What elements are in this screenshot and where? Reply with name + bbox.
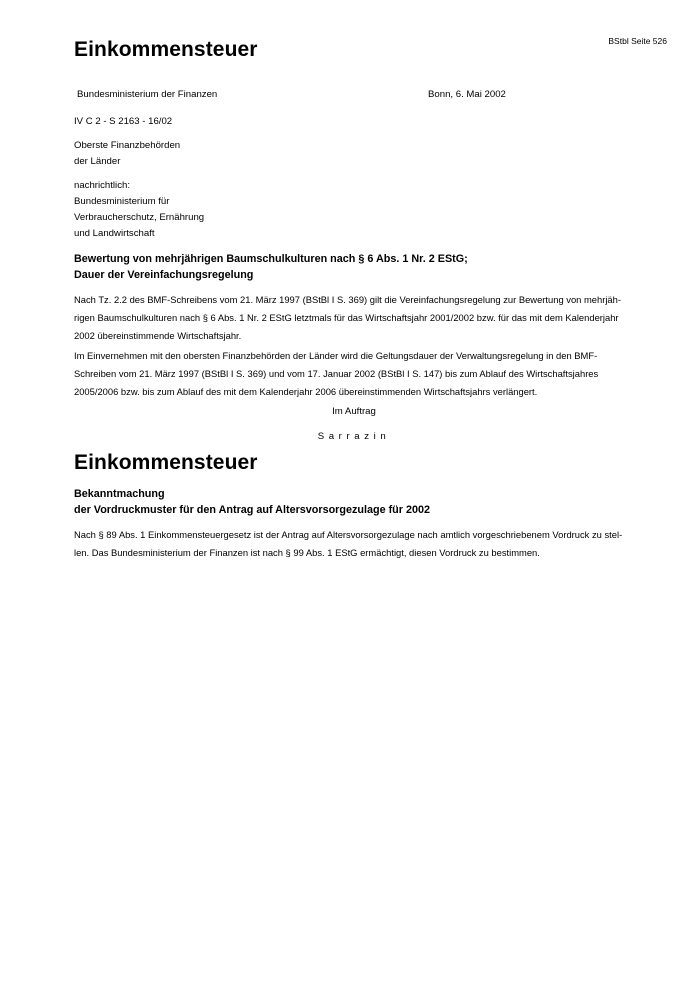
- cc-line: Verbraucherschutz, Ernährung: [74, 212, 205, 223]
- recipient-line: Oberste Finanzbehörden: [74, 140, 181, 151]
- subject-line: Bekanntmachung: [74, 488, 165, 500]
- paragraph-line: rigen Baumschulkulturen nach § 6 Abs. 1 Nr. 2 EStG letztmals für das Wirtschaftsjahr 2001/2002 bzw. für das mit dem Kalenderjahr: [74, 312, 619, 323]
- subject-line: Dauer der Vereinfachungsregelung: [74, 269, 254, 281]
- paragraph-line: Nach § 89 Abs. 1 Einkommensteuergesetz ist der Antrag auf Altersvorsorgezulage nach amtlich vorgeschriebenem Vordruck zu stel-: [74, 529, 623, 540]
- paragraph-line: len. Das Bundesministerium der Finanzen ist nach § 99 Abs. 1 EStG ermächtigt, diesen Vordruck zu bestimmen.: [74, 547, 540, 558]
- place-date: Bonn, 6. Mai 2002: [428, 89, 506, 100]
- body-paragraph: [74, 347, 634, 401]
- cc-recipients: [74, 178, 204, 242]
- paragraph-line: Nach Tz. 2.2 des BMF-Schreibens vom 21. März 1997 (BStBl I S. 369) gilt die Vereinfachungsregelung zur Bewertung von mehrjäh-: [74, 294, 621, 305]
- section-heading: Einkommensteuer: [74, 451, 258, 474]
- cc-line: und Landwirtschaft: [74, 228, 155, 239]
- paragraph-line: Im Einvernehmen mit den obersten Finanzbehörden der Länder wird die Geltungsdauer der Verwaltungsregelung in den BMF-: [74, 350, 598, 361]
- recipient-line: der Länder: [74, 156, 121, 167]
- signature: Sarrazin: [317, 431, 391, 442]
- paragraph-line: Schreiben vom 21. März 1997 (BStBl I S. 369) und vom 17. Januar 2002 (BStBl I S. 147) bis zum Ablauf des Wirtschaftsjahres: [74, 368, 599, 379]
- reference-number: IV C 2 - S 2163 - 16/02: [74, 116, 173, 127]
- sender: Bundesministerium der Finanzen: [77, 89, 218, 100]
- closing-formula: Im Auftrag: [332, 406, 376, 417]
- paragraph-line: 2005/2006 bzw. bis zum Ablauf des mit dem Kalenderjahr 2006 übereinstimmenden Wirtschaftsjahrs verlängert.: [74, 386, 538, 397]
- paragraph-line: 2002 übereinstimmende Wirtschaftsjahr.: [74, 330, 242, 341]
- subject: [74, 251, 634, 283]
- body-paragraph: [74, 526, 634, 562]
- recipients: [74, 138, 180, 170]
- subject: [74, 486, 634, 518]
- body-paragraph: [74, 291, 634, 345]
- cc-line: nachrichtlich:: [74, 180, 130, 191]
- page-reference: BStbl Seite 526: [608, 36, 667, 46]
- cc-line: Bundesministerium für: [74, 196, 170, 207]
- subject-line: der Vordruckmuster für den Antrag auf Altersvorsorgezulage für 2002: [74, 504, 430, 516]
- subject-line: Bewertung von mehrjährigen Baumschulkulturen nach § 6 Abs. 1 Nr. 2 EStG;: [74, 253, 468, 265]
- section-heading: Einkommensteuer: [74, 38, 258, 61]
